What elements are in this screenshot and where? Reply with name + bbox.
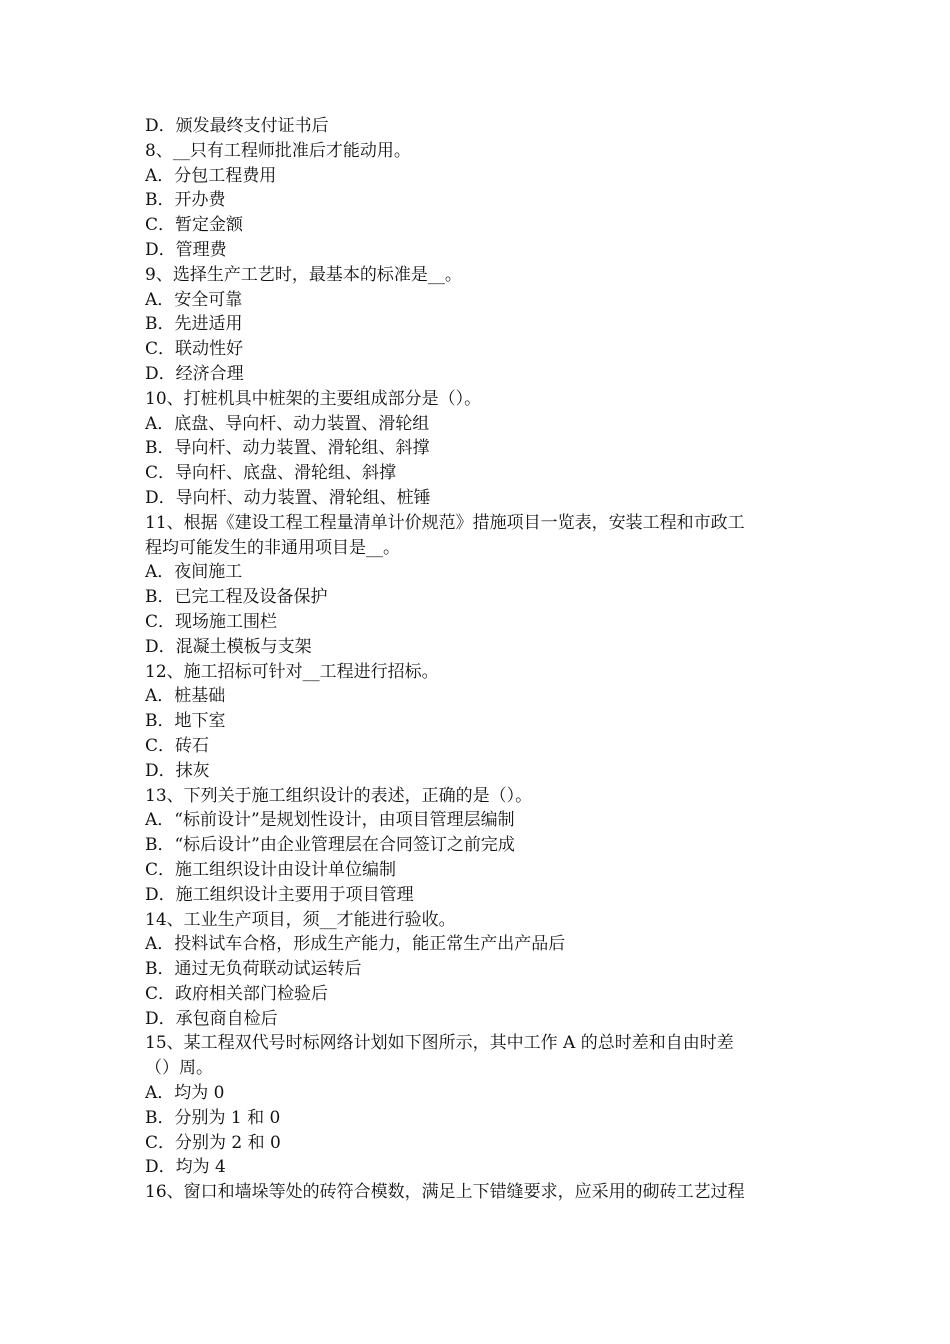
- option-c-q12: C．砖石: [145, 735, 210, 756]
- question-16: 16、窗口和墙垛等处的砖符合模数，满足上下错缝要求，应采用的砌砖工艺过程: [145, 1182, 745, 1203]
- option-a-q9: A．安全可靠: [145, 289, 243, 310]
- option-d-q7: D．颁发最终支付证书后: [145, 116, 329, 136]
- option-c-q9: C．联动性好: [145, 339, 244, 360]
- option-a-q14: A．投料试车合格，形成生产能力，能正常生产出产品后: [145, 934, 566, 955]
- question-8: 8、__只有工程师批准后才能动用。: [145, 140, 411, 161]
- question-10: 10、打桩机具中桩架的主要组成部分是（）。: [145, 388, 482, 409]
- document-body: [145, 114, 810, 1205]
- option-b-q14: B．通过无负荷联动试运转后: [145, 959, 362, 980]
- option-c-q13: C．施工组织设计由设计单位编制: [145, 859, 397, 880]
- option-b-q11: B．已完工程及设备保护: [145, 587, 328, 608]
- question-13: 13、下列关于施工组织设计的表述，正确的是（）。: [145, 785, 533, 806]
- option-c-q15: C．分别为 2 和 0: [145, 1132, 281, 1153]
- option-b-q12: B．地下室: [145, 711, 226, 732]
- option-d-q8: D．管理费: [145, 239, 227, 260]
- question-15-line-1: 15、某工程双代号时标网络计划如下图所示，其中工作 A 的总时差和自由时差: [145, 1033, 734, 1054]
- option-b-q15: B．分别为 1 和 0: [145, 1107, 281, 1128]
- option-b-q8: B．开办费: [145, 190, 226, 211]
- option-d-q10: D．导向杆、动力装置、滑轮组、桩锤: [145, 487, 431, 508]
- question-11-line-1: 11、根据《建设工程工程量清单计价规范》措施项目一览表，安装工程和市政工: [145, 512, 745, 533]
- option-c-q10: C．导向杆、底盘、滑轮组、斜撑: [145, 463, 397, 484]
- question-11-line-2: 程均可能发生的非通用项目是__。: [145, 537, 400, 558]
- option-d-q12: D．抹灰: [145, 760, 210, 781]
- option-c-q8: C．暂定金额: [145, 215, 244, 236]
- option-a-q13: A．“标前设计”是规划性设计，由项目管理层编制: [145, 810, 515, 831]
- question-14: 14、工业生产项目，须__才能进行验收。: [145, 909, 456, 930]
- option-d-q15: D．均为 4: [145, 1157, 226, 1178]
- option-a-q11: A．夜间施工: [145, 562, 243, 583]
- option-d-q9: D．经济合理: [145, 363, 244, 384]
- option-d-q11: D．混凝土模板与支架: [145, 636, 312, 657]
- question-9: 9、选择生产工艺时，最基本的标准是__。: [145, 264, 462, 285]
- question-15-line-2: （）周。: [145, 1058, 213, 1079]
- option-a-q12: A．桩基础: [145, 686, 226, 707]
- option-c-q11: C．现场施工围栏: [145, 611, 278, 632]
- option-a-q8: A．分包工程费用: [145, 165, 277, 186]
- option-d-q13: D．施工组织设计主要用于项目管理: [145, 884, 414, 905]
- option-a-q15: A．均为 0: [145, 1083, 225, 1104]
- option-a-q10: A．底盘、导向杆、动力装置、滑轮组: [145, 413, 430, 434]
- option-b-q13: B．“标后设计”由企业管理层在合同签订之前完成: [145, 835, 515, 856]
- option-d-q14: D．承包商自检后: [145, 1008, 278, 1029]
- question-12: 12、施工招标可针对__工程进行招标。: [145, 661, 439, 682]
- option-c-q14: C．政府相关部门检验后: [145, 983, 329, 1004]
- option-b-q10: B．导向杆、动力装置、滑轮组、斜撑: [145, 438, 430, 459]
- option-b-q9: B．先进适用: [145, 314, 243, 335]
